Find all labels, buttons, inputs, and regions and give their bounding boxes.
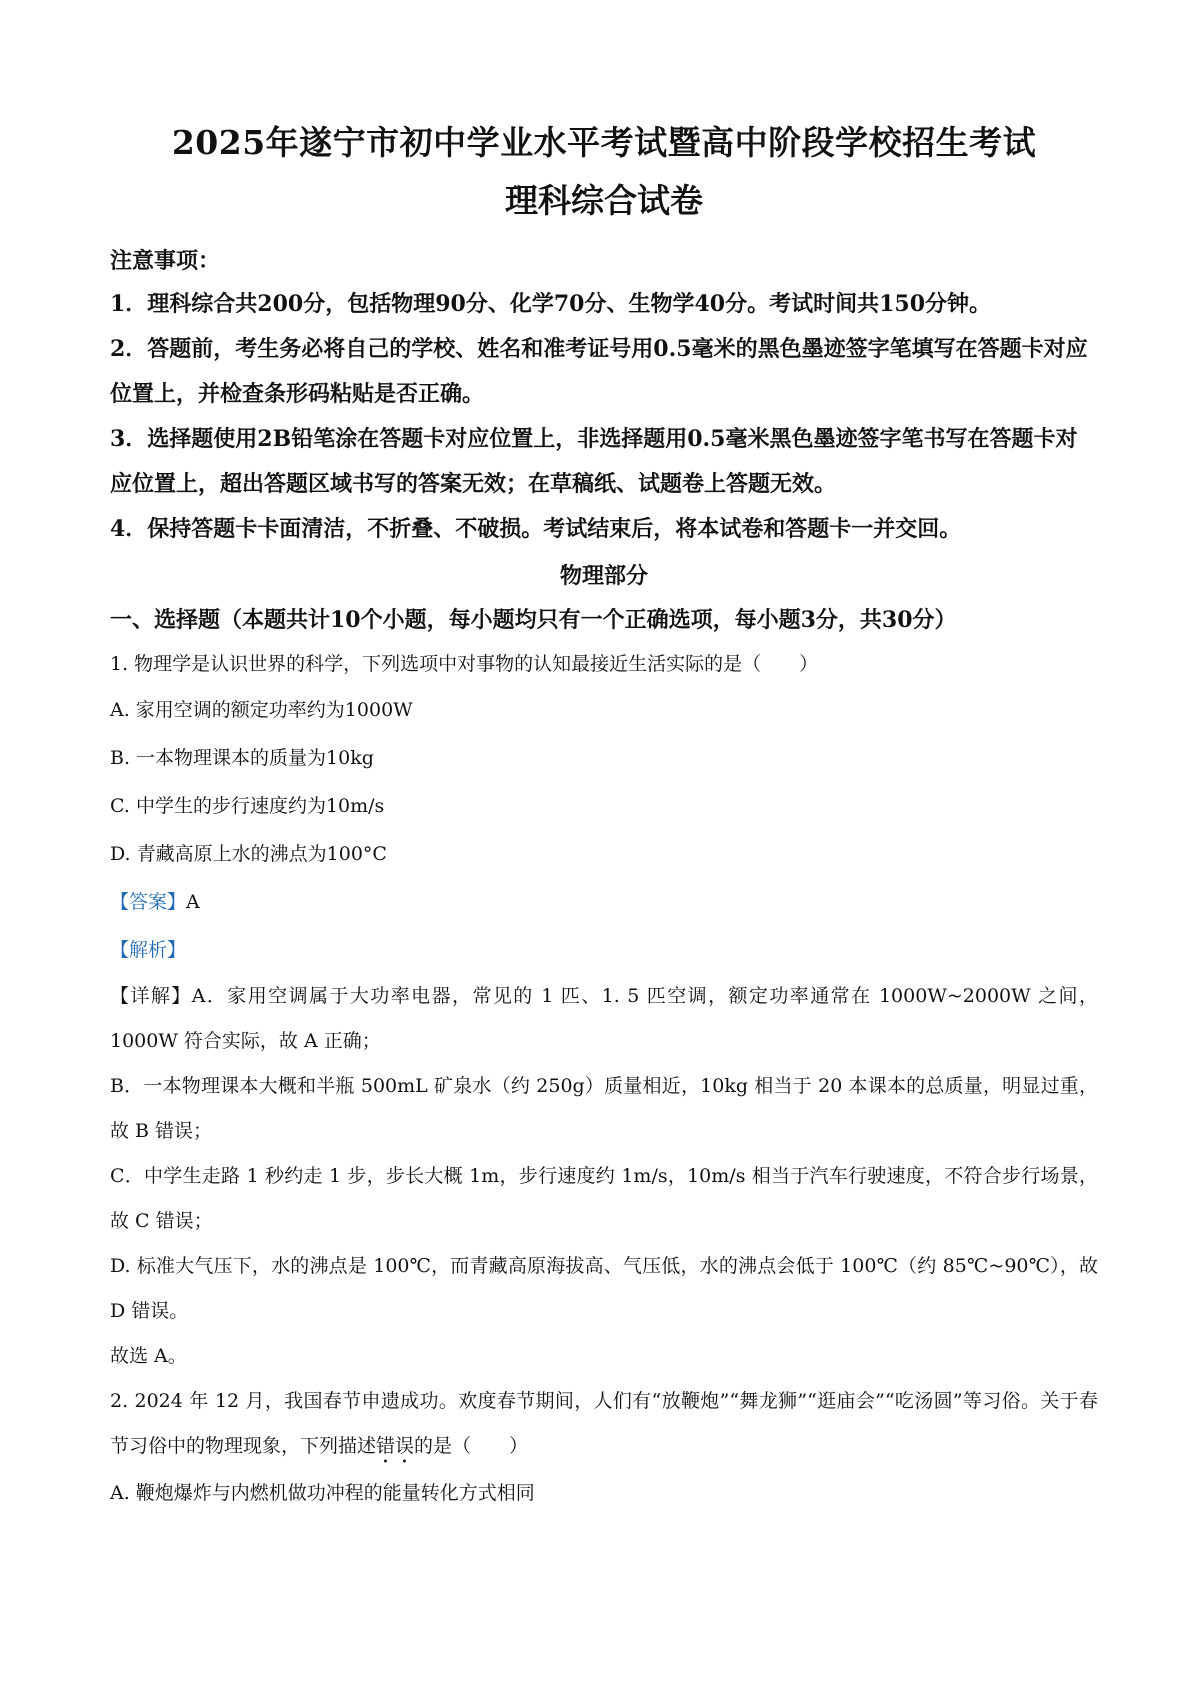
detail-paragraph-d: D. 标准大气压下，水的沸点是 100℃，而青藏高原海拔高、气压低，水的沸点会低于 100℃（约 85℃~90℃），故 D 错误。 (110, 1255, 1098, 1322)
conclusion: 故选 A。 (110, 1345, 187, 1367)
detail-tag: 【详解】 (110, 985, 192, 1007)
notice-heading: 注意事项： (110, 248, 221, 274)
section-title-physics: 物理部分 (559, 563, 648, 589)
part-heading-choice: 一、选择题（本题共计10个小题，每小题均只有一个正确选项，每小题3分，共30分） (110, 607, 957, 633)
exam-title: 2025年遂宁市初中学业水平考试暨高中阶段学校招生考试 (171, 123, 1037, 162)
question-1-option-c: C. 中学生的步行速度约为10m/s (110, 795, 385, 817)
question-1-option-b: B. 一本物理课本的质量为10kg (110, 747, 374, 769)
exam-subtitle: 理科综合试卷 (505, 181, 703, 220)
question-1-option-a: A. 家用空调的额定功率约为1000W (110, 699, 413, 721)
detail-paragraph-c: C．中学生走路 1 秒约走 1 步，步长大概 1m，步行速度约 1m/s，10m/s 相当于汽车行驶速度，不符合步行场景，故 C 错误； (110, 1165, 1098, 1232)
answer-line (110, 878, 1098, 926)
analysis-tag: 【解析】 (110, 939, 187, 961)
question-2-stem-end: 的是（ ） (414, 1435, 529, 1457)
question-2-option-a: A. 鞭炮爆炸与内燃机做功冲程的能量转化方式相同 (110, 1482, 535, 1504)
question-2-stem (110, 1379, 1098, 1469)
notice-item: 4．保持答题卡卡面清洁，不折叠、不破损。考试结束后，将本试卷和答题卡一并交回。 (110, 516, 962, 542)
notice-list (110, 282, 1098, 552)
question-1-option-d: D. 青藏高原上水的沸点为100°C (110, 843, 387, 865)
answer-tag: 【答案】 (110, 891, 187, 913)
question-1-stem: 1. 物理学是认识世界的科学，下列选项中对事物的认知最接近生活实际的是（ ） (110, 653, 819, 675)
detail-paragraph-a (110, 974, 1098, 1064)
detail-text-a: A．家用空调属于大功率电器，常见的 1 匹、1. 5 匹空调，额定功率通常在 1000W~2000W 之间，1000W 符合实际，故 A 正确； (110, 985, 1098, 1052)
notice-item: 2．答题前，考生务必将自己的学校、姓名和准考证号用0.5毫米的黑色墨迹签字笔填写在答题卡对应位置上，并检查条形码粘贴是否正确。 (110, 336, 1088, 407)
notice-item: 1．理科综合共200分，包括物理90分、化学70分、生物学40分。考试时间共150分钟。 (110, 291, 992, 317)
notice-item: 3．选择题使用2B铅笔涂在答题卡对应位置上，非选择题用0.5毫米黑色墨迹签字笔书写在答题卡对应位置上，超出答题区域书写的答案无效；在草稿纸、试题卷上答题无效。 (110, 426, 1078, 497)
answer-value: A (186, 891, 200, 913)
detail-paragraph-b: B．一本物理课本大概和半瓶 500mL 矿泉水（约 250g）质量相近，10kg 相当于 20 本课本的总质量，明显过重，故 B 错误； (110, 1075, 1098, 1142)
question-2-emphasis: 错误 (376, 1435, 415, 1457)
analysis-line (110, 926, 1098, 974)
question-2-stem-text: 2. 2024 年 12 月，我国春节申遗成功。欢度春节期间，人们有“放鞭炮”“舞龙狮”“逛庙会”“吃汤圆”等习俗。关于春节习俗中的物理现象，下列描述 (110, 1390, 1098, 1457)
